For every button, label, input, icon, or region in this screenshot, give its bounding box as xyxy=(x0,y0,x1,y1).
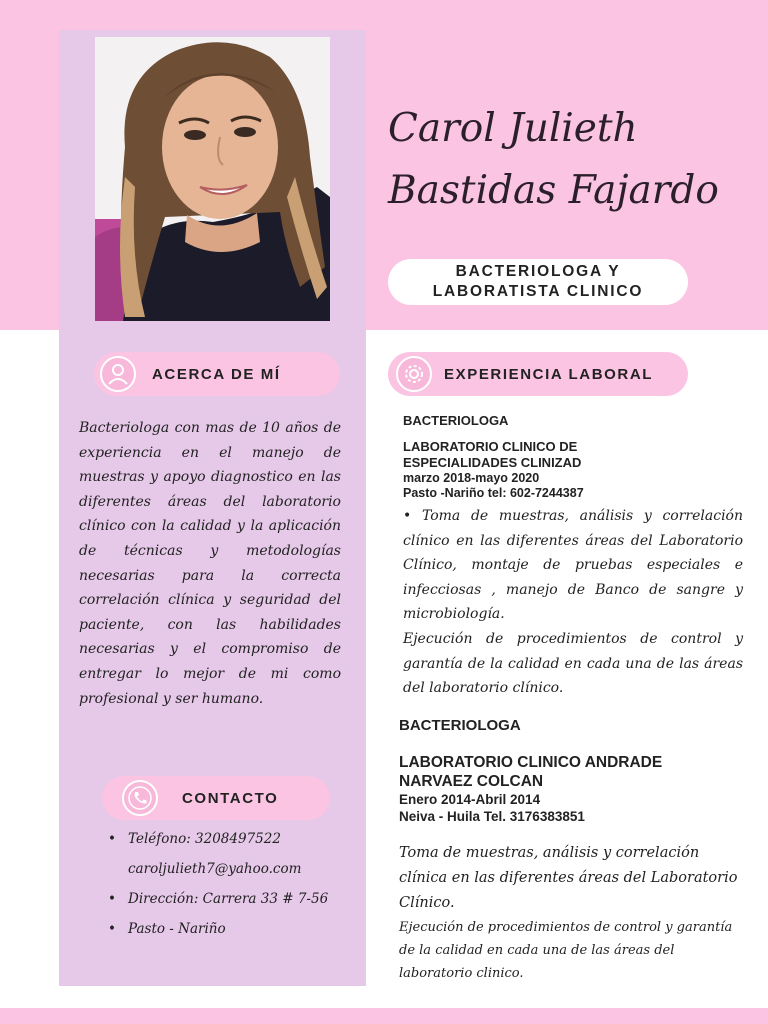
job-2-role: BACTERIOLOGA xyxy=(399,717,521,734)
job-2-location: Neiva - Huila Tel. 3176383851 xyxy=(399,809,585,824)
job-2-company-line-1: LABORATORIO CLINICO ANDRADE xyxy=(399,754,663,771)
job-1-company-line-1: LABORATORIO CLINICO DE xyxy=(403,439,578,454)
job-1-role: BACTERIOLOGA xyxy=(403,413,509,428)
profile-photo-illustration xyxy=(95,37,330,321)
contact-city: • Pasto - Nariño xyxy=(108,914,358,944)
about-text: Bacteriologa con mas de 10 años de experiencia en el manejo de muestras y apoyo diagnostico en las diferentes áreas del laboratorio clínico con la calidad y la aplicación de técnicas y metodologías necesarias para la correcta correlación clínica y seguridad del paciente, con las habilidades necesarias y el compromiso de entregar lo mejor de mi como profesional y ser humano. xyxy=(79,420,341,707)
job-2-company-line-2: NARVAEZ COLCAN xyxy=(399,773,544,790)
contact-address: • Dirección: Carrera 33 # 7-56 xyxy=(108,884,358,914)
job-2-quality: Ejecución de procedimientos de control y garantía de la calidad en cada una de las áreas del laboratorio clinico. xyxy=(399,920,733,981)
gear-icon xyxy=(396,356,432,392)
job-entry-2 xyxy=(399,717,739,985)
job-1-dates: marzo 2018-mayo 2020 xyxy=(403,471,540,485)
job-title-badge xyxy=(388,259,688,305)
contact-heading-label: CONTACTO xyxy=(182,789,279,807)
contact-email: caroljulieth7@yahoo.com xyxy=(128,861,302,877)
job-entry-1 xyxy=(403,413,743,701)
job-1-company-line-2: ESPECIALIDADES CLINIZAD xyxy=(403,455,582,470)
about-heading xyxy=(94,352,340,396)
candidate-name xyxy=(388,98,758,222)
person-icon xyxy=(100,356,136,392)
name-line-1: Carol Julieth xyxy=(388,106,638,151)
experience-heading xyxy=(388,352,688,396)
name-line-2: Bastidas Fajardo xyxy=(388,168,719,213)
job-title-line-2: LABORATISTA CLINICO xyxy=(432,283,644,300)
job-1-description: • Toma de muestras, análisis y correlación clínico en las diferentes áreas del Laboratorio Clínico, montaje de pruebas especiales e infecciosas , manejo de Banco de sangre y microbiología. xyxy=(403,508,743,623)
about-heading-label: ACERCA DE MÍ xyxy=(152,365,281,383)
experience-heading-label: EXPERIENCIA LABORAL xyxy=(444,365,654,383)
footer-band xyxy=(0,1008,768,1024)
contact-list xyxy=(108,824,358,944)
phone-icon xyxy=(122,780,158,816)
job-title-line-1: BACTERIOLOGA Y xyxy=(455,263,621,280)
job-1-quality: Ejecución de procedimientos de control y garantía de la calidad en cada una de las áreas del laboratorio clínico. xyxy=(403,630,743,697)
contact-heading xyxy=(102,776,330,820)
profile-photo xyxy=(95,37,330,321)
contact-phone: • Teléfono: 3208497522 xyxy=(108,824,358,854)
job-1-location: Pasto -Nariño tel: 602-7244387 xyxy=(403,486,584,500)
job-2-description: Toma de muestras, análisis y correlación clínica en las diferentes áreas del Laboratorio Clínico. xyxy=(399,845,738,911)
job-2-dates: Enero 2014-Abril 2014 xyxy=(399,792,541,807)
